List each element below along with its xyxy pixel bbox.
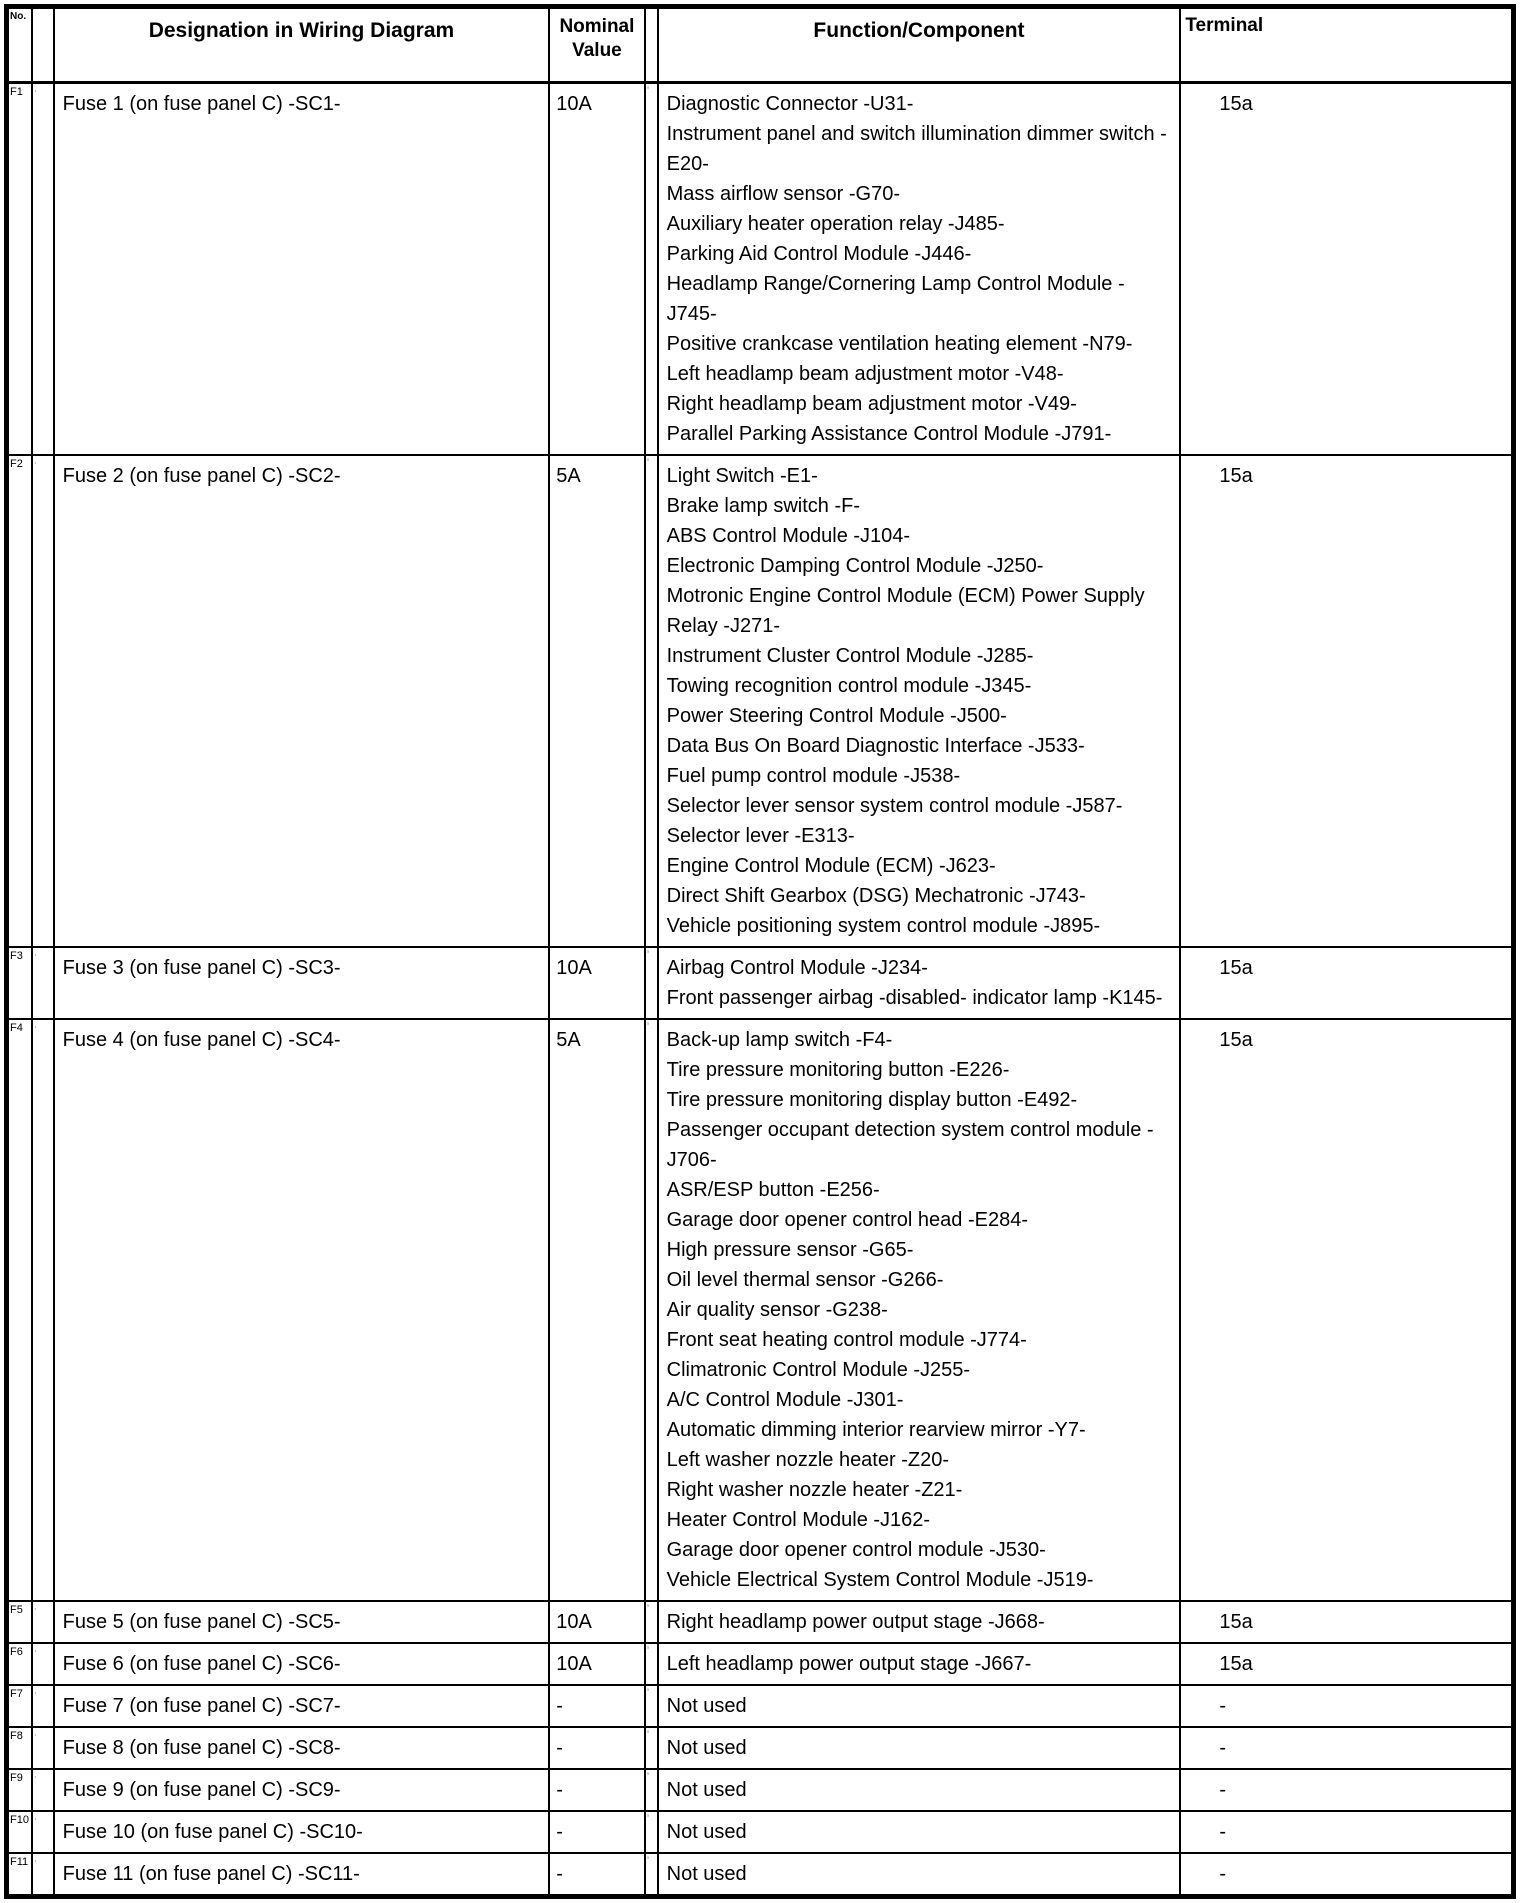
fuse-row-f9 bbox=[7, 1769, 1514, 1811]
tick-cell bbox=[645, 1019, 658, 1601]
function-component-cell: Not used bbox=[658, 1727, 1181, 1769]
fuse-row-f3 bbox=[7, 947, 1514, 1019]
terminal-cell: - bbox=[1180, 1685, 1513, 1727]
column-header-terminal: Terminal bbox=[1180, 7, 1513, 83]
function-component-cell: Not used bbox=[658, 1769, 1181, 1811]
tick-cell bbox=[645, 455, 658, 947]
fuse-id: F3 bbox=[7, 947, 32, 1019]
terminal-cell: 15a bbox=[1180, 947, 1513, 1019]
fuse-id: F6 bbox=[7, 1643, 32, 1685]
designation-cell: Fuse 1 (on fuse panel C) -SC1- bbox=[54, 83, 550, 456]
tick-cell bbox=[645, 947, 658, 1019]
nominal-value-cell: 10A bbox=[549, 947, 644, 1019]
tick-cell bbox=[645, 1769, 658, 1811]
tick-cell bbox=[645, 1727, 658, 1769]
table-header-row bbox=[7, 7, 1514, 83]
tick-cell bbox=[645, 83, 658, 456]
terminal-cell: - bbox=[1180, 1769, 1513, 1811]
fuse-id: F10 bbox=[7, 1811, 32, 1853]
function-component-cell: Left headlamp power output stage -J667- bbox=[658, 1643, 1181, 1685]
fuse-row-f10 bbox=[7, 1811, 1514, 1853]
fuse-assignment-table bbox=[4, 4, 1516, 1899]
designation-cell: Fuse 3 (on fuse panel C) -SC3- bbox=[54, 947, 550, 1019]
fuse-row-f6 bbox=[7, 1643, 1514, 1685]
fuse-row-f7 bbox=[7, 1685, 1514, 1727]
fuse-row-f11 bbox=[7, 1853, 1514, 1897]
fuse-row-f8 bbox=[7, 1727, 1514, 1769]
nominal-value-cell: - bbox=[549, 1769, 644, 1811]
terminal-cell: 15a bbox=[1180, 83, 1513, 456]
nominal-value-cell: 10A bbox=[549, 1601, 644, 1643]
designation-cell: Fuse 10 (on fuse panel C) -SC10- bbox=[54, 1811, 550, 1853]
column-header-tick bbox=[645, 7, 658, 83]
nominal-value-cell: 5A bbox=[549, 455, 644, 947]
function-component-cell: Not used bbox=[658, 1685, 1181, 1727]
column-header-designation: Designation in Wiring Diagram bbox=[54, 7, 550, 83]
gap-cell bbox=[32, 1769, 54, 1811]
gap-cell bbox=[32, 947, 54, 1019]
function-component-cell: Light Switch -E1- Brake lamp switch -F- ABS Control Module -J104- Electronic Damping Control Module -J250- Motronic Engine Control Module (ECM) Power Supply Relay -J271- Instrument Cluster Control Module -J285- Towing recognition control module -J345- Power Steering Control Module -J500- Data Bus On Board Diagnostic Interface -J533- Fuel pump control module -J538- Selector lever sensor system control module -J587- Selector lever -E313- Engine Control Module (ECM) -J623- Direct Shift Gearbox (DSG) Mechatronic -J743- Vehicle positioning system control module -J895- bbox=[658, 455, 1181, 947]
column-header-function-component: Function/Component bbox=[658, 7, 1181, 83]
nominal-value-cell: - bbox=[549, 1811, 644, 1853]
gap-cell bbox=[32, 1685, 54, 1727]
designation-cell: Fuse 4 (on fuse panel C) -SC4- bbox=[54, 1019, 550, 1601]
tick-cell bbox=[645, 1853, 658, 1897]
terminal-cell: 15a bbox=[1180, 1601, 1513, 1643]
gap-cell bbox=[32, 1811, 54, 1853]
tick-cell bbox=[645, 1811, 658, 1853]
fuse-id: F4 bbox=[7, 1019, 32, 1601]
nominal-value-cell: - bbox=[549, 1727, 644, 1769]
gap-cell bbox=[32, 1727, 54, 1769]
nominal-value-cell: 10A bbox=[549, 1643, 644, 1685]
nominal-value-cell: - bbox=[549, 1853, 644, 1897]
tick-cell bbox=[645, 1601, 658, 1643]
fuse-row-f2 bbox=[7, 455, 1514, 947]
nominal-value-cell: 5A bbox=[549, 1019, 644, 1601]
fuse-row-f4 bbox=[7, 1019, 1514, 1601]
terminal-cell: - bbox=[1180, 1727, 1513, 1769]
gap-cell bbox=[32, 83, 54, 456]
terminal-cell: 15a bbox=[1180, 1643, 1513, 1685]
terminal-cell: 15a bbox=[1180, 1019, 1513, 1601]
terminal-cell: 15a bbox=[1180, 455, 1513, 947]
function-component-cell: Right headlamp power output stage -J668- bbox=[658, 1601, 1181, 1643]
tick-cell bbox=[645, 1685, 658, 1727]
column-header-no: No. bbox=[7, 7, 32, 83]
column-header-nominal-value: Nominal Value bbox=[549, 7, 644, 83]
function-component-cell: Not used bbox=[658, 1853, 1181, 1897]
fuse-id: F2 bbox=[7, 455, 32, 947]
terminal-cell: - bbox=[1180, 1853, 1513, 1897]
terminal-cell: - bbox=[1180, 1811, 1513, 1853]
column-header-gap bbox=[32, 7, 54, 83]
fuse-id: F8 bbox=[7, 1727, 32, 1769]
designation-cell: Fuse 2 (on fuse panel C) -SC2- bbox=[54, 455, 550, 947]
function-component-cell: Back-up lamp switch -F4- Tire pressure monitoring button -E226- Tire pressure monitoring display button -E492- Passenger occupant detection system control module -J706- ASR/ESP button -E256- Garage door opener control head -E284- High pressure sensor -G65- Oil level thermal sensor -G266- Air quality sensor -G238- Front seat heating control module -J774- Climatronic Control Module -J255- A/C Control Module -J301- Automatic dimming interior rearview mirror -Y7- Left washer nozzle heater -Z20- Right washer nozzle heater -Z21- Heater Control Module -J162- Garage door opener control module -J530- Vehicle Electrical System Control Module -J519- bbox=[658, 1019, 1181, 1601]
tick-cell bbox=[645, 1643, 658, 1685]
fuse-row-f1 bbox=[7, 83, 1514, 456]
fuse-id: F1 bbox=[7, 83, 32, 456]
nominal-value-cell: 10A bbox=[549, 83, 644, 456]
function-component-cell: Airbag Control Module -J234- Front passenger airbag -disabled- indicator lamp -K145- bbox=[658, 947, 1181, 1019]
fuse-row-f5 bbox=[7, 1601, 1514, 1643]
nominal-value-cell: - bbox=[549, 1685, 644, 1727]
fuse-id: F7 bbox=[7, 1685, 32, 1727]
gap-cell bbox=[32, 1601, 54, 1643]
designation-cell: Fuse 11 (on fuse panel C) -SC11- bbox=[54, 1853, 550, 1897]
designation-cell: Fuse 6 (on fuse panel C) -SC6- bbox=[54, 1643, 550, 1685]
function-component-cell: Not used bbox=[658, 1811, 1181, 1853]
gap-cell bbox=[32, 1643, 54, 1685]
gap-cell bbox=[32, 1019, 54, 1601]
designation-cell: Fuse 8 (on fuse panel C) -SC8- bbox=[54, 1727, 550, 1769]
function-component-cell: Diagnostic Connector -U31- Instrument panel and switch illumination dimmer switch -E20- Mass airflow sensor -G70- Auxiliary heater operation relay -J485- Parking Aid Control Module -J446- Headlamp Range/Cornering Lamp Control Module -J745- Positive crankcase ventilation heating element -N79- Left headlamp beam adjustment motor -V48- Right headlamp beam adjustment motor -V49- Parallel Parking Assistance Control Module -J791- bbox=[658, 83, 1181, 456]
gap-cell bbox=[32, 1853, 54, 1897]
fuse-id: F11 bbox=[7, 1853, 32, 1897]
designation-cell: Fuse 9 (on fuse panel C) -SC9- bbox=[54, 1769, 550, 1811]
gap-cell bbox=[32, 455, 54, 947]
designation-cell: Fuse 7 (on fuse panel C) -SC7- bbox=[54, 1685, 550, 1727]
designation-cell: Fuse 5 (on fuse panel C) -SC5- bbox=[54, 1601, 550, 1643]
fuse-id: F5 bbox=[7, 1601, 32, 1643]
fuse-id: F9 bbox=[7, 1769, 32, 1811]
